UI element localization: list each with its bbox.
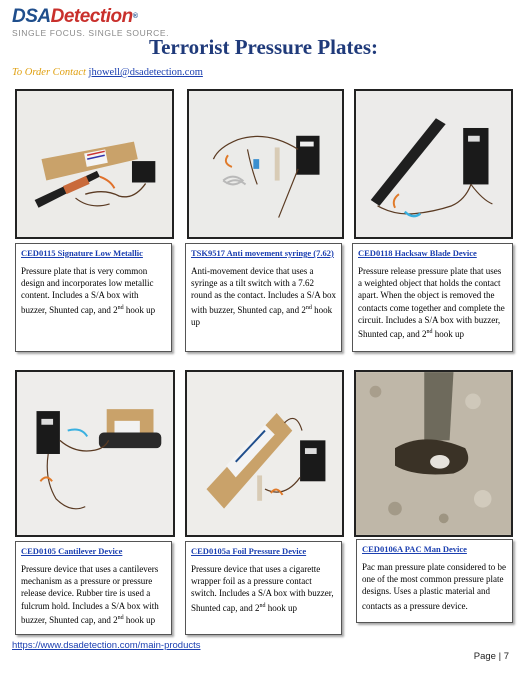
product-title[interactable]: TSK9517 Anti movement syringe (7.62) xyxy=(191,248,334,258)
product-description: Pressure plate that is very common design and incorporates low metallic content. Includes a S/A box with buzzer, Shunted cap, and 2nd hook up xyxy=(21,266,156,315)
product-description: Pressure device that uses a cigarette wrapper foil as a pressure contact switch. Includes a S/A box with buzzer, Shunted cap, and 2nd hook up xyxy=(191,564,334,613)
product-photo-ced0115 xyxy=(15,89,174,239)
footer-products-link[interactable]: https://www.dsadetection.com/main-products xyxy=(12,640,201,651)
product-photo-ced0118 xyxy=(354,89,513,239)
product-description: Anti-movement device that uses a syringe as a tilt switch with a 7.62 round as the contact. Includes a S/A box with buzzer, Shunted cap, and 2nd hook up xyxy=(191,266,336,327)
product-card-ced0105 xyxy=(15,541,172,635)
product-description: Pressure device that uses a cantilevers mechanism as a pressure or pressure release device. Rubber tire is used a fulcrum hold. Includes a S/A box with buzzer, Shunted cap, and 2nd hook up xyxy=(21,564,159,625)
product-card-ced0105a xyxy=(185,541,342,635)
product-photo-ced0105a xyxy=(185,370,344,537)
product-title[interactable]: CED0105a Foil Pressure Device xyxy=(191,546,307,556)
product-card-ced0106a xyxy=(356,539,513,623)
product-card-tsk9517 xyxy=(185,243,342,352)
order-email-link[interactable]: jhowell@dsadetection.com xyxy=(88,67,203,78)
product-card-ced0118 xyxy=(352,243,513,352)
page-title: Terrorist Pressure Plates: xyxy=(148,35,378,59)
order-contact xyxy=(12,67,203,78)
logo-tagline: SINGLE FOCUS. SINGLE SOURCE. xyxy=(12,28,170,38)
logo-wordmark: DSADetection® xyxy=(12,6,138,27)
product-description: Pressure release pressure plate that uses a weighted object that holds the contact apart. When the object is removed the contacts come together and complete the circuit. Includes a S/A box with buzzer, Shunted cap, and 2nd hook up xyxy=(358,266,505,340)
company-logo xyxy=(12,7,169,38)
product-description: Pac man pressure plate considered to be one of the most common pressure plate designs. Uses a plastic material and contacts as a pressure device. xyxy=(362,562,506,611)
product-title[interactable]: CED0106A PAC Man Device xyxy=(362,544,467,554)
product-card-ced0115 xyxy=(15,243,172,352)
product-title[interactable]: CED0105 Cantilever Device xyxy=(21,546,123,556)
page-number: Page | 7 xyxy=(473,651,509,662)
product-photo-ced0106a xyxy=(354,370,513,537)
product-photo-tsk9517 xyxy=(187,89,344,239)
product-photo-ced0105 xyxy=(15,370,175,537)
product-title[interactable]: CED0115 Signature Low Metallic xyxy=(21,248,143,258)
order-label: To Order Contact xyxy=(12,67,86,78)
product-title[interactable]: CED0118 Hacksaw Blade Device xyxy=(358,248,477,258)
